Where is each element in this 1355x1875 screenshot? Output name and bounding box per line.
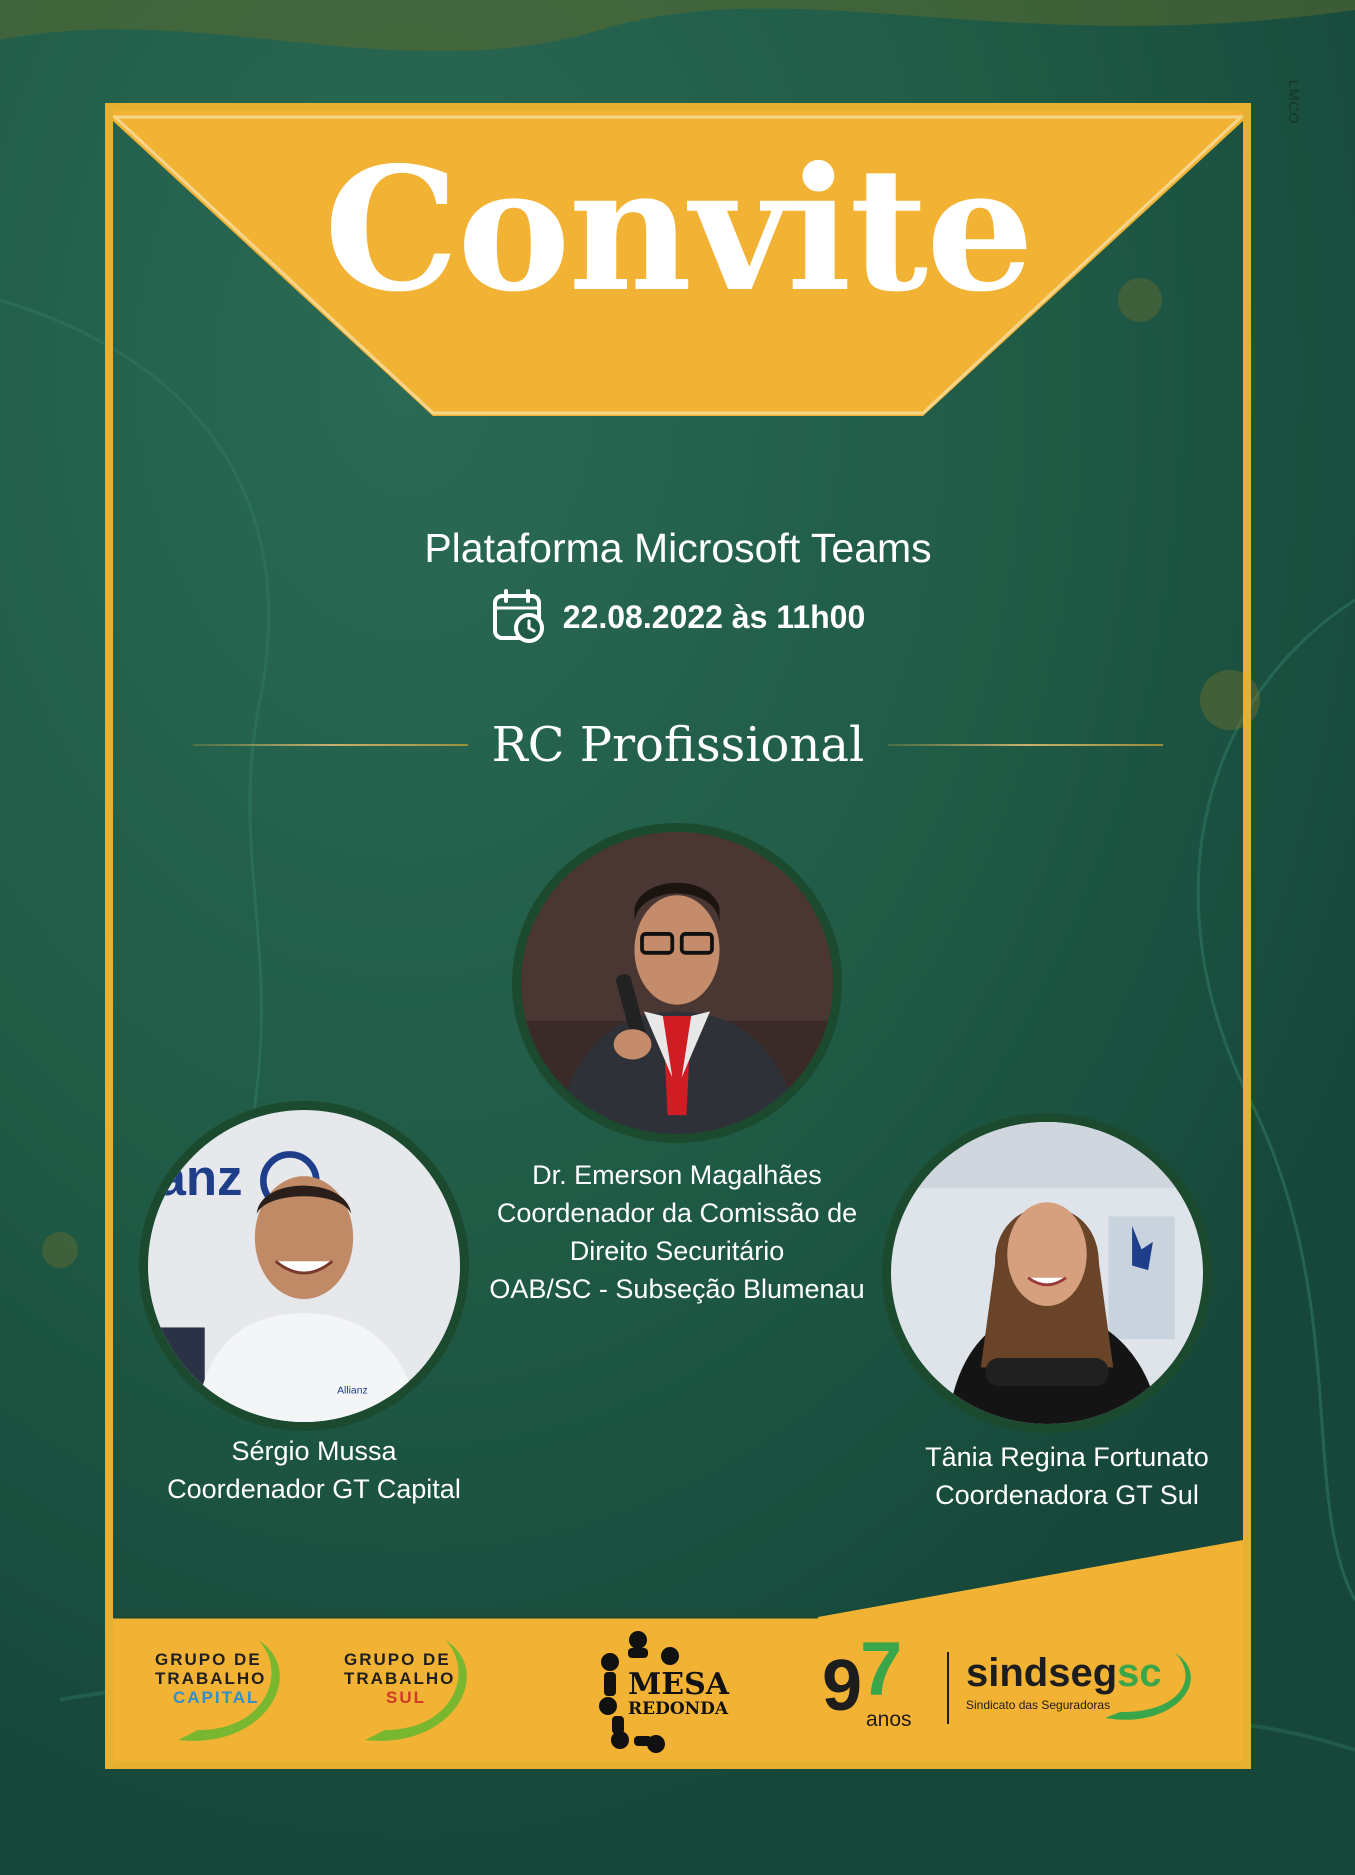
speaker-caption-emerson — [472, 1156, 882, 1308]
speaker-name: Dr. Emerson Magalhães — [532, 1160, 822, 1190]
platform-text: Plataforma Microsoft Teams — [424, 525, 932, 571]
speaker-role-line: Coordenadora GT Sul — [935, 1480, 1199, 1510]
speaker-role-line: Coordenador GT Capital — [167, 1474, 461, 1504]
event-datetime: 22.08.2022 às 11h00 — [562, 598, 866, 635]
speaker-caption-tania — [867, 1438, 1267, 1514]
date-line — [113, 588, 1243, 646]
speaker-photo-tania — [882, 1113, 1212, 1433]
speaker-name: Sérgio Mussa — [231, 1436, 397, 1466]
logo-divider — [947, 1652, 949, 1724]
svg-text:Allianz: Allianz — [337, 1385, 368, 1397]
corner-code: LMCO — [1286, 80, 1302, 125]
topic-row — [193, 715, 1163, 775]
gt-capital-logo: GRUPO DE TRABALHO CAPITAL — [155, 1650, 267, 1707]
gt-sul-logo: GRUPO DE TRABALHO SUL — [344, 1650, 456, 1707]
anniversary-logo: 9 7 anos — [822, 1627, 912, 1731]
mesa-redonda-logo: MESA REDONDA — [628, 1667, 730, 1719]
page-title: Convite — [323, 130, 1033, 330]
sindseg-logo: sindsegsc Sindicato das Seguradoras — [966, 1651, 1162, 1712]
speaker-photo-emerson — [512, 823, 842, 1143]
divider-left — [193, 744, 468, 746]
speaker-photo-sergio — [139, 1101, 469, 1431]
svg-text:anz: anz — [157, 1149, 243, 1207]
calendar-clock-icon — [491, 588, 549, 646]
speaker-name: Tânia Regina Fortunato — [925, 1442, 1209, 1472]
speaker-role-line: OAB/SC - Subseção Blumenau — [489, 1274, 865, 1304]
speaker-role-line: Coordenador da Comissão de — [496, 1198, 858, 1228]
speaker-caption-sergio — [114, 1432, 514, 1508]
divider-right — [888, 744, 1163, 746]
topic-title: RC Profissional — [491, 717, 865, 773]
speaker-role-line: Direito Securitário — [569, 1236, 785, 1266]
